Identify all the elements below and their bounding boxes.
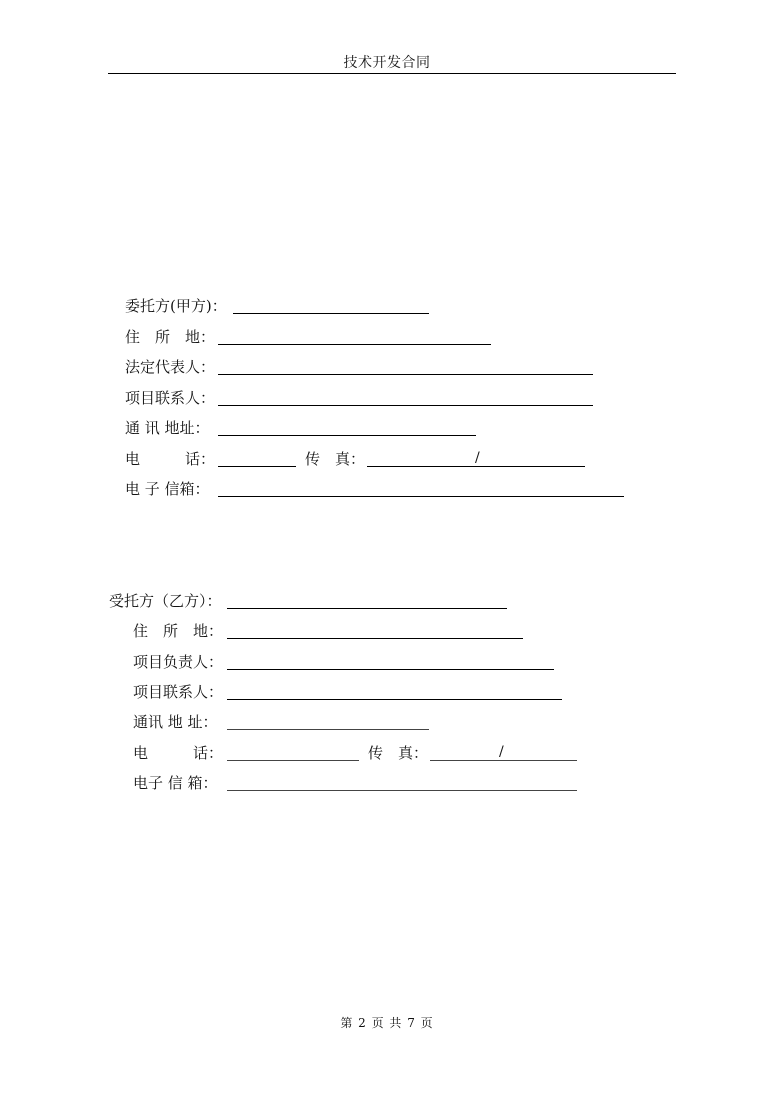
party-a-fax-label: 传 真： [305, 450, 366, 468]
party-a-mail-address-label: 通 讯 地址： [125, 419, 210, 437]
party-b-address-label: 住 所 地： [133, 622, 224, 640]
party-a-rep-field[interactable] [218, 374, 593, 375]
party-a-email-field[interactable] [218, 496, 624, 497]
party-b-contact-label: 项目联系人： [133, 683, 224, 701]
party-b-lead-label: 项目负责人： [133, 653, 224, 671]
party-a-contact-label: 项目联系人： [125, 389, 216, 407]
party-b-lead-field[interactable] [227, 669, 554, 670]
page-number: 第 2 页 共 7 页 [340, 1016, 434, 1030]
party-a-phone-label: 电 话： [125, 450, 216, 468]
party-a-address-field[interactable] [218, 344, 491, 345]
document-title: 技术开发合同 [343, 55, 431, 71]
party-b-contact-field[interactable] [227, 699, 562, 700]
party-b-address-field[interactable] [227, 638, 523, 639]
party-a-name-field[interactable] [233, 313, 429, 314]
party-a-phone-field[interactable] [218, 466, 296, 467]
party-a-address-label: 住 所 地： [125, 328, 216, 346]
header-divider [108, 73, 676, 74]
party-b-mail-address-label: 通讯 地 址： [133, 713, 218, 731]
party-b-email-label: 电子 信 箱： [133, 774, 218, 792]
party-b-name-field[interactable] [227, 608, 507, 609]
party-b-name-label: 受托方（乙方）： [109, 592, 222, 610]
party-a-contact-field[interactable] [218, 405, 593, 406]
party-a-mail-address-field[interactable] [218, 435, 476, 436]
party-b-phone-field[interactable] [227, 760, 359, 761]
party-a-fax-separator: / [475, 450, 480, 466]
party-a-rep-label: 法定代表人： [125, 358, 216, 376]
party-b-email-field[interactable] [227, 790, 577, 791]
party-b-fax-separator: / [499, 744, 504, 760]
party-b-phone-label: 电 话： [133, 744, 224, 762]
party-a-email-label: 电 子 信箱： [125, 480, 210, 498]
party-b-mail-address-field[interactable] [227, 729, 429, 730]
party-b-fax-label: 传 真： [368, 744, 429, 762]
party-a-name-label: 委托方(甲方)： [125, 297, 227, 315]
